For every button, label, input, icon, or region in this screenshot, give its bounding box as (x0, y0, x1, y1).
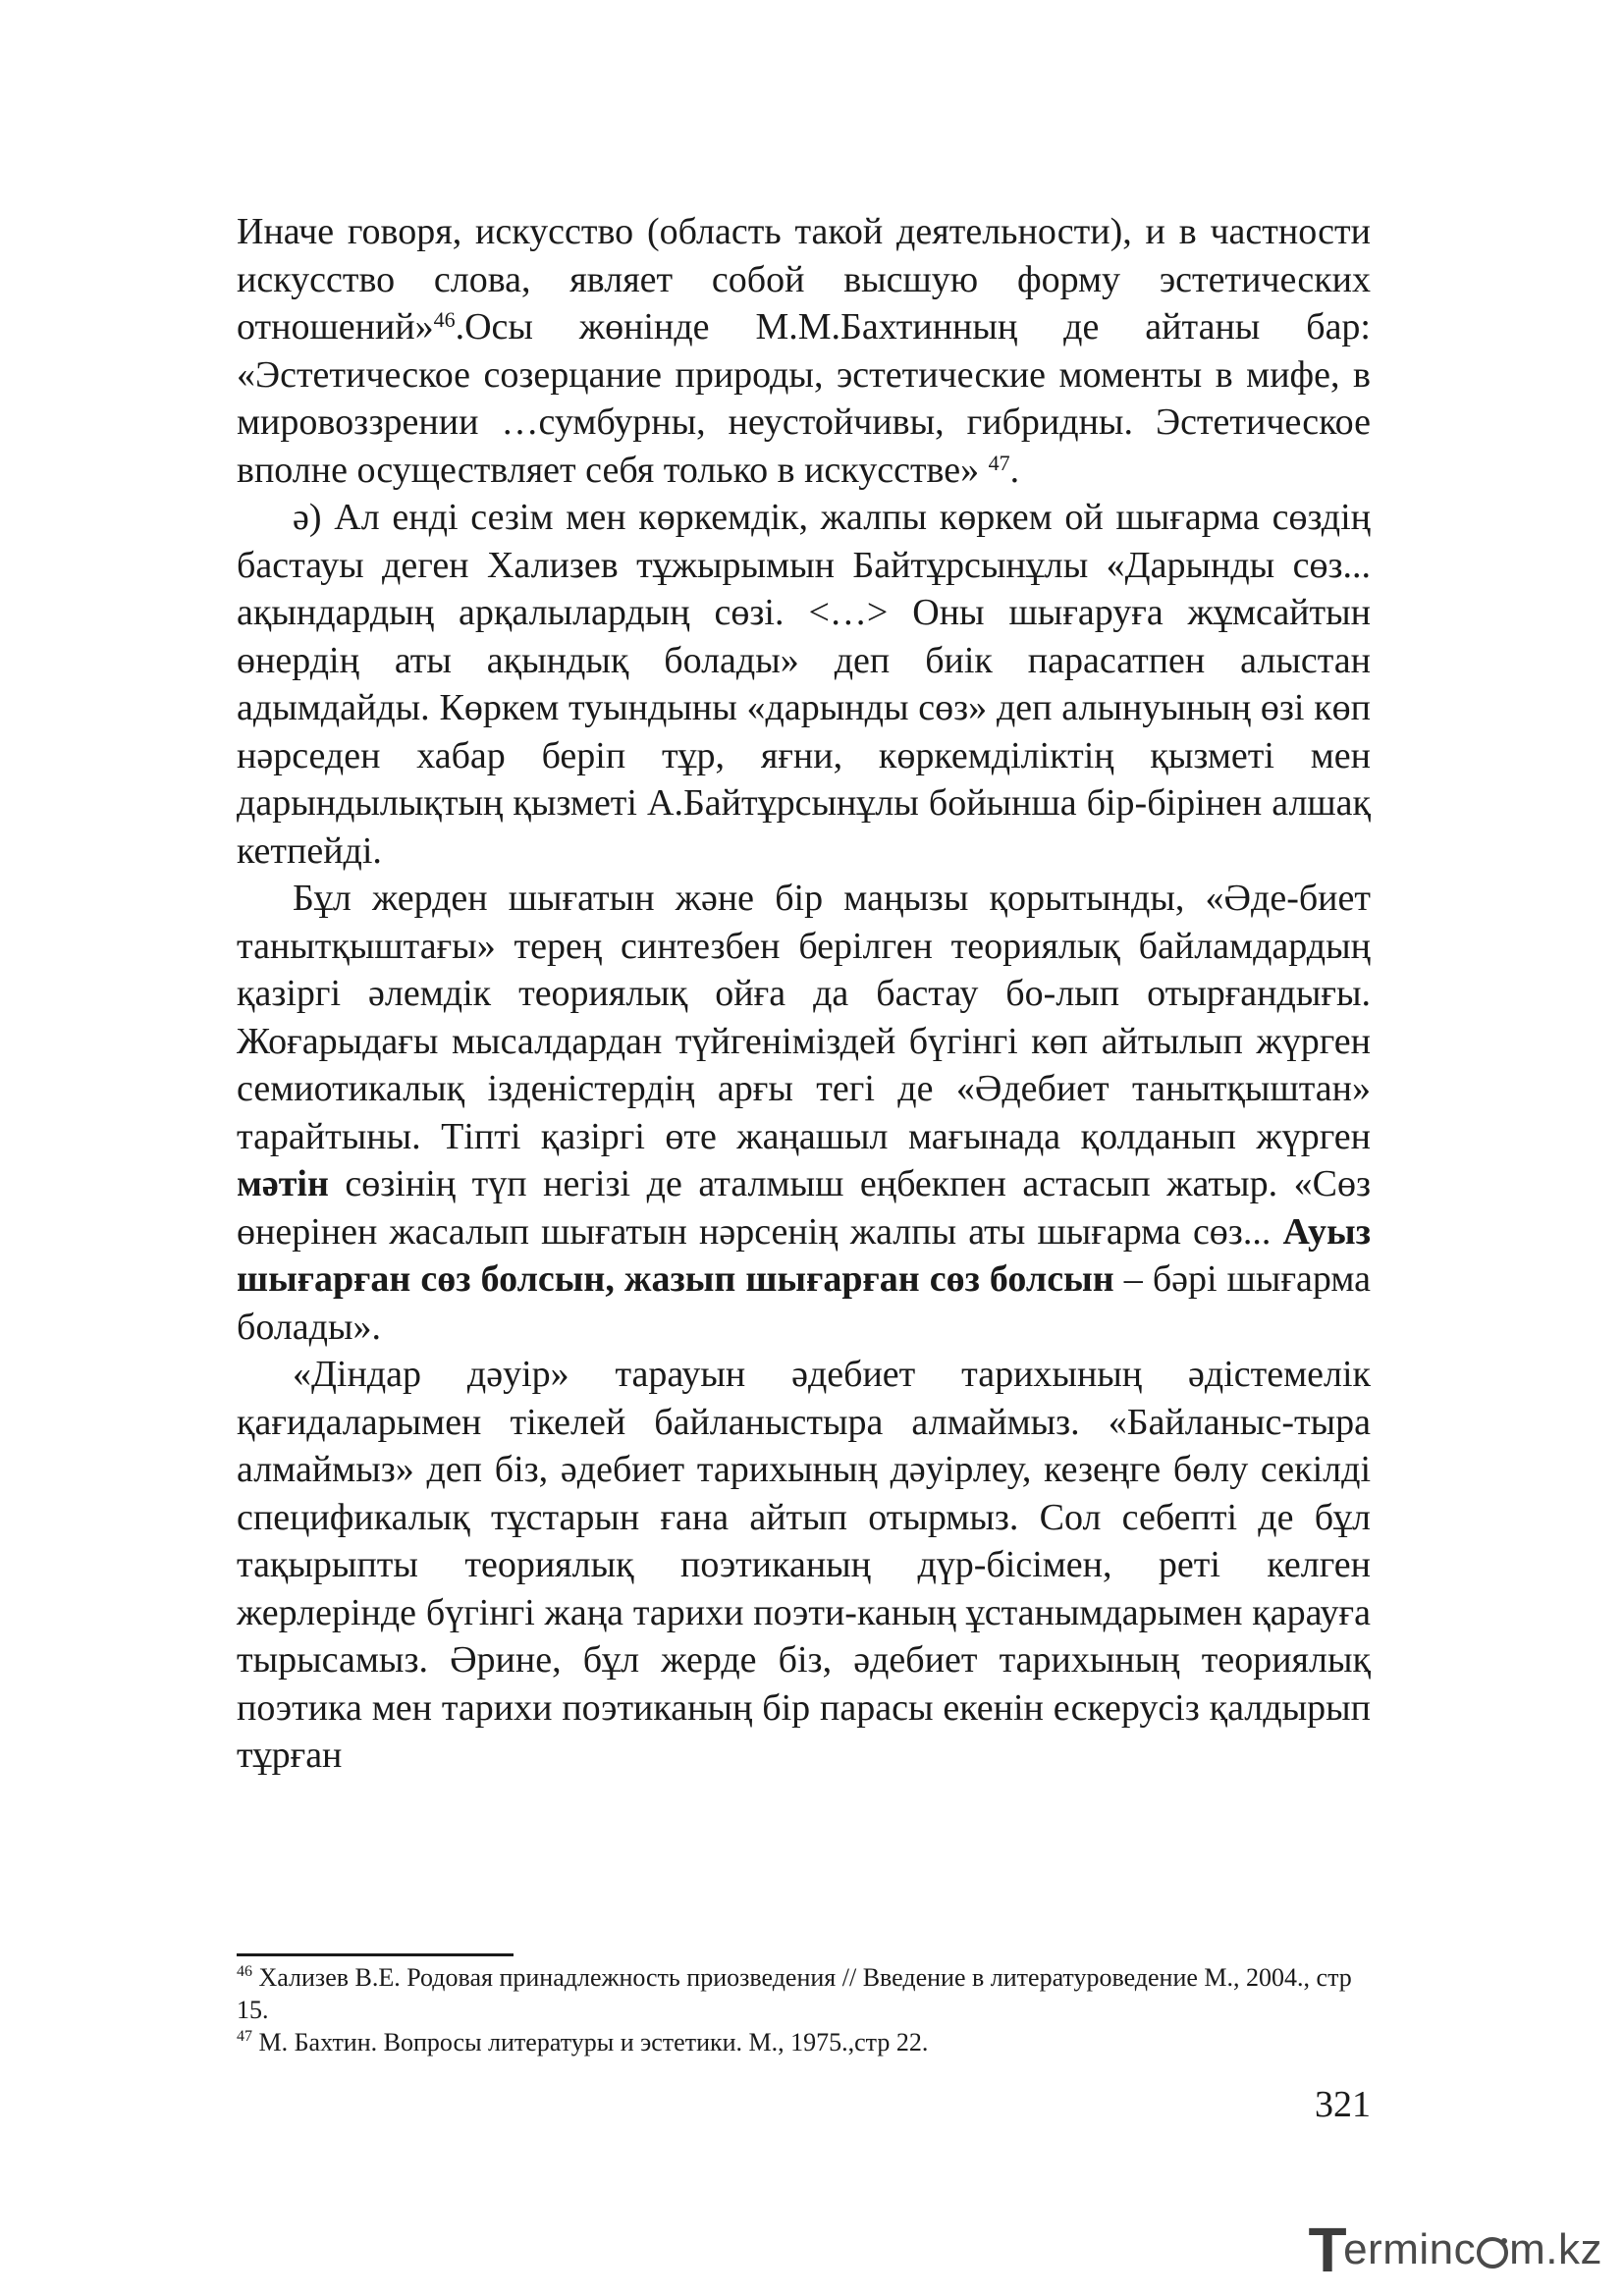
watermark-logo (1308, 2215, 1602, 2285)
text-run: ә) Ал енді сезім мен көркемдік, жалпы көркем ой шығарма сөздің бастауы деген Хализев тұжырымын Байтұрсынұлы «Дарынды сөз... ақындардың арқалылардың сөзі. <…> Оны шығаруға жұмсайтын өнердің аты ақындық болады» деп биік парасатпен алыстан адымдайды. Көркем туындыны «дарынды сөз» деп алынуының өзі көп нәрседен хабар беріп тұр, яғни, көркемділіктің қызметі мен дарындылықтың қызметі А.Байтұрсынұлы бойынша бір-бірінен алшақ кетпейді. (237, 497, 1371, 872)
text-run: сөзінің түп негізі де аталмыш еңбекпен астасып жатыр. «Сөз өнерінен жасалып шығатын нәрсенің жалпы аты шығарма сөз... (237, 1163, 1371, 1253)
bold-text: мәтін (237, 1163, 329, 1204)
footnote-number: 46 (237, 1963, 252, 1981)
page-number: 321 (1315, 2084, 1371, 2125)
footnote-47 (237, 2026, 1371, 2058)
watermark-end: m.kz (1509, 2225, 1602, 2273)
text-run: Бұл жерден шығатын және бір маңызы қорытынды, «Әде-биет танытқыштағы» терең синтезбен берілген теориялық байламдардың қазіргі әлемдік теориялық ойға да бастау бо-лып отырғандығы. Жоғарыдағы мысалдардан түйгеніміздей бүгінгі көп айтылып жүрген семиотикалық ізденістердің арғы тегі де «Әдебиет танытқыштан» тарайтыны. Тіпті қазіргі өте жаңашыл мағынада қолданып жүрген (237, 878, 1371, 1157)
paragraph (237, 208, 1371, 494)
watermark-initial: T (1308, 2215, 1348, 2285)
watermark-middle: erminc (1343, 2225, 1477, 2273)
footnote-reference: 47 (988, 450, 1010, 475)
footnote-46 (237, 1961, 1371, 2026)
body-text (237, 208, 1371, 1780)
footnote-text: Хализев В.Е. Родовая принадлежность приозведения // Введение в литературоведение М., 2004., стр 15. (237, 1963, 1352, 2024)
text-run: Иначе говоря, искусство (область такой деятельности), и в частности искусство слова, являет собой высшую форму эстетических отношений» (237, 211, 1371, 347)
paragraph (237, 1351, 1371, 1780)
text-run: – бәрі шығарма болады». (237, 1258, 1371, 1348)
paragraph (237, 875, 1371, 1351)
text-run: . (1009, 449, 1020, 491)
watermark-o-icon (1477, 2237, 1508, 2269)
text-run: .Осы жөнінде М.М.Бахтинның де айтаны бар: «Эстетическое созерцание природы, эстетические моменты в мифе, в мировоззрении …сумбурны, неустойчивы, гибридны. Эстетическое вполне осуществляет себя только в искусстве» (237, 306, 1371, 491)
footnote-number: 47 (237, 2028, 252, 2046)
paragraph (237, 494, 1371, 875)
footnote-separator (237, 1953, 514, 1956)
footnote-text: М. Бахтин. Вопросы литературы и эстетики. М., 1975.,стр 22. (258, 2028, 929, 2056)
bold-text: Ауыз шығарған сөз болсын, жазып шығарған сөз болсын (237, 1210, 1371, 1300)
footnotes (237, 1961, 1371, 2058)
footnote-reference: 46 (433, 307, 456, 333)
text-run: «Діндар дәуір» тарауын әдебиет тарихының әдістемелік қағидаларымен тікелей байланыстыра алмаймыз. «Байланыс-тыра алмаймыз» деп біз, әдебиет тарихының дәуірлеу, кезеңге бөлу секілді спецификалық тұстарын ғана айтып отырмыз. Сол себепті де бұл тақырыпты теориялық поэтиканың дүр-бісімен, реті келген жерлерінде бүгінгі жаңа тарихи поэти-каның ұстанымдарымен қарауға тырысамыз. Әрине, бұл жерде біз, әдебиет тарихының теориялық поэтика мен тарихи поэтиканың бір парасы екенін ескерусіз қалдырып тұрған (237, 1354, 1371, 1776)
